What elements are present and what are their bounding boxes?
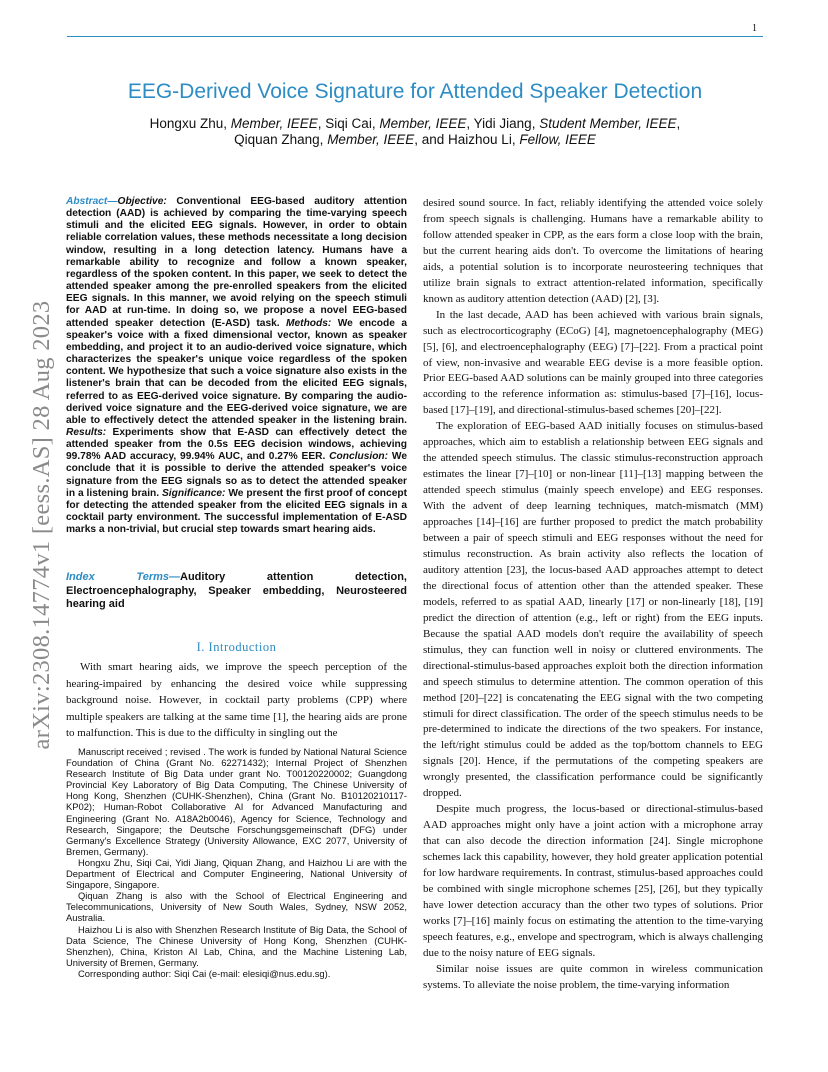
paper-title: EEG-Derived Voice Signature for Attended Speaker Detection — [127, 80, 703, 103]
author-affil: Fellow, IEEE — [519, 132, 596, 147]
footnotes — [66, 746, 407, 979]
author-name: Qiquan Zhang — [234, 132, 320, 147]
section-heading: I. Introduction — [196, 640, 277, 654]
author-name: Siqi Cai — [325, 116, 372, 131]
footnote-corresponding: Corresponding author: Siqi Cai (e-mail: elesiqi@nus.edu.sg). — [78, 967, 331, 979]
footnote-affiliations: Hongxu Zhu, Siqi Cai, Yidi Jiang, Qiquan Zhang, and Haizhou Li are with the Department of Electrical and Computer Engineering, National University of Singapore, Singapore. — [66, 856, 407, 891]
body-paragraph: In the last decade, AAD has been achieved with various brain signals, such as electrocorticography (ECoG) [4], magnetoencephalography (MEG) [5], [6], and electroencephalography (EEG) [7]–[22]. From a practical point of view, non-invasive and wearable EEG devise is a more feasible option. Prior EEG-based AAD solutions can be mainly grouped into three categories according to the reference information as: stimulus-based [7]–[16], locus-based [17]–[19], and directional-stimulus-based schemes [20]–[22]. — [423, 308, 763, 417]
abstract — [66, 196, 407, 536]
body-paragraph: Despite much progress, the locus-based or directional-stimulus-based AAD approaches might only have a joint action with a microphone array that can also decode the direction information [24]. Single microphone schemes lack this capability, however, they hold greater application potential for low hardware requirements. In contrast, stimulus-based approaches could be combined with single microphone schemes [25], [26], but they typically have lower detection accuracy than the other two types of solutions. Prior works [7]–[16] mainly focus on estimating the attention to the time-varying speech features, e.g., envelope and spectrogram, which is always challenging due to the noisy nature of EEG signals. — [423, 803, 763, 959]
author-affil: Member, IEEE — [379, 116, 467, 131]
footnote-zhang: Qiquan Zhang is also with the School of Electrical Engineering and Telecommunications, University of New South Wales, Sydney, NSW 2052, Australia. — [66, 890, 407, 924]
author-line-1: Hongxu Zhu, Member, IEEE, Siqi Cai, Member, IEEE, Yidi Jiang, Student Member, IEEE, — [149, 116, 681, 131]
abstract-label: Abstract— — [66, 196, 118, 207]
abstract-significance: We present the first proof of concept for detecting the attended speaker from the elicited EEG signals in a cocktail party environment. The successful implementation of E-ASD marks a non-trivial, but crucial step towards smart hearing aids. — [66, 487, 407, 536]
author-name: and Haizhou Li — [421, 132, 512, 147]
author-affil: Student Member, IEEE — [539, 116, 677, 131]
author-name: Yidi Jiang — [473, 116, 532, 131]
author-affil: Member, IEEE — [230, 116, 318, 131]
intro-paragraph: With smart hearing aids, we improve the speech perception of the hearing-impaired by enhancing the desired voice while suppressing background noise. However, in cocktail party problems (CPP) where multiple speakers are talking at the same time [1], the hearing aids are prone to malfunction. This is due to the difficulty in singling out the — [66, 661, 407, 740]
abstract-conclusion: We conclude that it is possible to derive the attended speaker's voice signature from the EEG signals so as to detect the attended speaker in a listening brain. — [66, 451, 407, 499]
page-number: 1 — [752, 23, 757, 34]
body-paragraph: desired sound source. In fact, reliably identifying the attended voice solely from speech signals is challenging. Humans have a remarkable ability to follow attended speaker in CPP, as the ears form a close loop with the brain, but the current hearing aids don't. To overcome the limitations of hearing aids, a potential solution is to incorporate neurosteering techniques that utilize brain signals to extract attention-related information, specifically known as auditory attention detection (AAD) [2], [3]. — [423, 197, 763, 305]
author-line-2: Qiquan Zhang, Member, IEEE, and Haizhou Li, Fellow, IEEE — [234, 132, 596, 147]
author-affil: Member, IEEE — [327, 132, 415, 147]
header-rule — [67, 36, 763, 37]
index-terms-label: Index Terms— — [66, 571, 181, 583]
index-terms-text: Auditory attention detection, Electroencephalography, Speaker embedding, Neurosteered hearing aid — [66, 571, 407, 610]
conclusion-label: Conclusion: — [329, 451, 389, 463]
abstract-methods: We encode a speaker's voice with a fixed dimensional vector, known as speaker embedding, and project it to an audio-derived voice signature, which characterizes the speaker's unique voice regardless of the spoken content. We hypothesize that such a voice signature also exists in the listener's brain that can be decoded from the elicited EEG signals, referred to as EEG-derived voice signature. By comparing the audio-derived voice signature and the EEG-derived voice signature, we are able to effectively detect the attended speaker in the listening brain. — [66, 317, 407, 426]
footnote-li: Haizhou Li is also with Shenzhen Research Institute of Big Data, the School of Data Science, The Chinese University of Hong Kong, Shenzhen (CUHK-Shenzhen), China, Kriston AI Lab, China, and the Machine Listening Lab, University of Bremen, Germany. — [66, 923, 407, 968]
significance-label: Significance: — [162, 487, 226, 499]
arxiv-stamp-text: arXiv:2308.14774v1 [eess.AS] 28 Aug 2023 — [28, 300, 55, 750]
abstract-objective: Conventional EEG-based auditory attention detection (AAD) is achieved by comparing the time-varying speech stimuli and the elicited EEG signals. However, in order to obtain reliable correlation values, these methods necessitate a long decision window, resulting in a long detection latency. Humans have a remarkable ability to recognize and follow a known speaker, regardless of the spoken content. In this paper, we seek to detect the attended speaker among the pre-enrolled speakers from the elicited EEG signals. In this manner, we avoid relying on the speech stimuli for AAD at run-time. In doing so, we propose a novel EEG-based attended speaker detection (E-ASD) task. — [66, 196, 407, 329]
author-list — [80, 116, 750, 148]
methods-label: Methods: — [286, 317, 332, 329]
footnote-manuscript: Manuscript received ; revised . The work is funded by National Natural Science Foundation of China (Grant No. 62271432); Internal Project of Shenzhen Research Institute of Big Data under grant No. T00120220002; Guangdong Provincial Key Laboratory of Big Data Computing, The Chinese University of Hong Kong, Shenzhen (CUHK-Shenzhen), China (Grant No. B10120210117-KP02); Human-Robot Collaborative AI for Advanced Manufacturing and Engineering (Grant No. A18A2b0046), Agency for Science, Technology and Research, Singapore; the Deutsche Forschungsgemeinschaft (DFG) under Germany's Excellence Strategy (University Allowance, EXC 2077, University of Bremen, Germany). — [66, 746, 407, 857]
abstract-results: Experiments show that E-ASD can effectively detect the attended speaker from the 0.5s EEG decision windows, achieving 99.78% AAD accuracy, 99.94% AUC, and 0.27% EER. — [66, 426, 407, 463]
body-paragraph: The exploration of EEG-based AAD initially focuses on stimulus-based approaches, which aim to establish a relationship between EEG signals and the attended speech stimulus. The classic stimulus-reconstruction approach estimates the linear [7]–[10] or non-linear [11]–[13] mapping between the attended speech stimulus (mainly speech envelope) and EEG responses. With the advent of deep learning techniques, match-mismatch (MM) approaches [14]–[16] are further proposed to predict the match probability between a pair of speech stimuli and EEG responses without the need for stimulus reconstruction. As brain activity also reflects the location of auditory attention [23], the locus-based AAD approaches attempt to detect the directional focus of attention other than the attended speaker. These models, referred to as spatial AAD, linearly [17] or non-linearly [18], [19] predict the direction of attention (e.g., left or right) from the EEG inputs. Because the spatial AAD models don't require the availability of speech stimulus, they can function well in noisy or cluttered environments. The directional-stimulus-based approaches exploit both the direction information and speech stimulus to determine attention. The common operation of this method [20]–[22] is concatenating the EEG signal with the two competing stimuli for direct classification. The order of the speech stimulus needs to be pre-determined to indicate the directions of the two speakers. For instance, the left/right stimulus could be added as the top/bottom channels to EEG signals [20]. Hence, if the permutations of the competing speakers are wrongly presented, the classification performance could be significantly dropped. — [423, 420, 763, 800]
index-terms — [66, 571, 407, 612]
author-name: Hongxu Zhu — [149, 116, 224, 131]
body-paragraph: Similar noise issues are quite common in wireless communication systems. To alleviate the noise problem, the time-varying information — [423, 962, 763, 991]
right-column — [423, 196, 763, 994]
results-label: Results: — [66, 426, 107, 438]
arxiv-stamp — [20, 275, 64, 775]
objective-label: Objective: — [117, 196, 167, 207]
